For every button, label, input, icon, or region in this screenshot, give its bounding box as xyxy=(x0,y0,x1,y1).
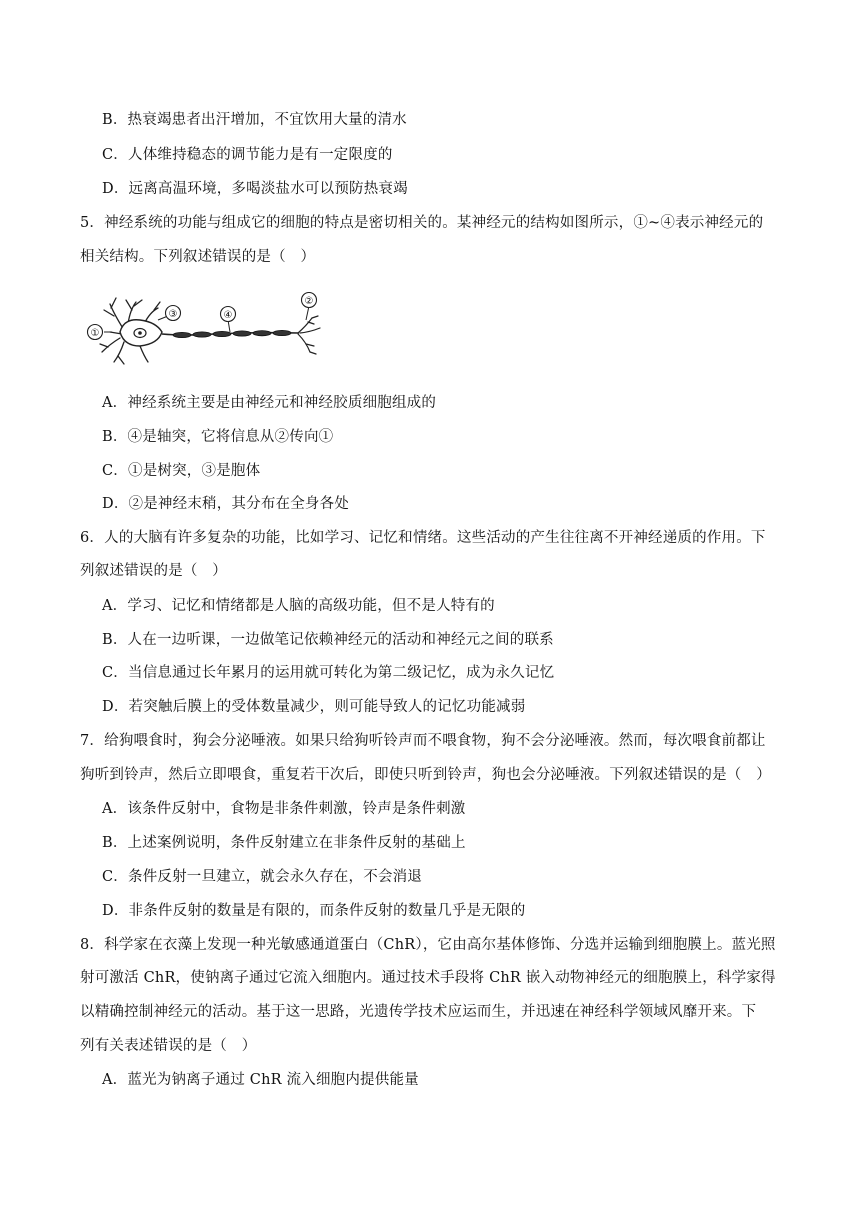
q8-option-a: A．蓝光为钠离子通过 ChR 流入细胞内提供能量 xyxy=(102,1072,419,1088)
q5-stem-line2: 相关结构。下列叙述错误的是（ ） xyxy=(80,249,316,265)
q4-option-d: D．远离高温环境，多喝淡盐水可以预防热衰竭 xyxy=(102,181,408,197)
q7-option-a: A．该条件反射中，食物是非条件刺激，铃声是条件刺激 xyxy=(102,801,466,817)
q6-stem-line2: 列叙述错误的是（ ） xyxy=(80,563,227,579)
q6-stem-line1: 6．人的大脑有许多复杂的功能，比如学习、记忆和情绪。这些活动的产生往往离不开神经递质的作用。下 xyxy=(80,530,766,546)
q7-option-b: B．上述案例说明，条件反射建立在非条件反射的基础上 xyxy=(102,835,466,851)
q7-stem-line1: 7．给狗喂食时，狗会分泌唾液。如果只给狗听铃声而不喂食物，狗不会分泌唾液。然而，每次喂食前都让 xyxy=(80,733,766,749)
figure-label-3: ③ xyxy=(168,309,178,320)
q6-option-b: B．人在一边听课，一边做笔记依赖神经元的活动和神经元之间的联系 xyxy=(102,632,554,648)
q7-option-d: D．非条件反射的数量是有限的，而条件反射的数量几乎是无限的 xyxy=(102,903,526,919)
q8-stem-line3: 以精确控制神经元的活动。基于这一思路，光遗传学技术应运而生，并迅速在神经科学领域风靡开来。下 xyxy=(80,1004,757,1020)
q5-stem-line1: 5．神经系统的功能与组成它的细胞的特点是密切相关的。某神经元的结构如图所示，①~④表示神经元的 xyxy=(80,215,764,231)
q5-option-c: C．①是树突，③是胞体 xyxy=(102,463,261,479)
q5-option-d: D．②是神经末稍，其分布在全身各处 xyxy=(102,496,350,512)
q6-option-d: D．若突触后膜上的受体数量减少，则可能导致人的记忆功能减弱 xyxy=(102,699,526,715)
figure-label-1: ① xyxy=(90,328,100,339)
q4-option-b: B．热衰竭患者出汗增加，不宜饮用大量的清水 xyxy=(102,112,407,128)
q7-option-c: C．条件反射一旦建立，就会永久存在，不会消退 xyxy=(102,869,422,885)
q8-stem-line2: 射可激活 ChR，使钠离子通过它流入细胞内。通过技术手段将 ChR 嵌入动物神经元的细胞膜上，科学家得 xyxy=(80,970,776,986)
q4-option-c: C．人体维持稳态的调节能力是有一定限度的 xyxy=(102,147,393,163)
figure-label-2: ② xyxy=(304,296,314,307)
q5-option-b: B．④是轴突，它将信息从②传向① xyxy=(102,429,334,445)
q8-stem-line4: 列有关表述错误的是（ ） xyxy=(80,1038,257,1054)
q6-option-c: C．当信息通过长年累月的运用就可转化为第二级记忆，成为永久记忆 xyxy=(102,665,555,681)
figure-label-4: ④ xyxy=(223,310,233,321)
neuron-diagram xyxy=(84,292,330,374)
q6-option-a: A．学习、记忆和情绪都是人脑的高级功能，但不是人特有的 xyxy=(102,598,495,614)
q5-option-a: A．神经系统主要是由神经元和神经胶质细胞组成的 xyxy=(102,395,437,411)
q8-stem-line1: 8．科学家在衣藻上发现一种光敏感通道蛋白（ChR），它由高尔基体修饰、分选并运输到细胞膜上。蓝光照 xyxy=(80,937,776,953)
q7-stem-line2: 狗听到铃声，然后立即喂食，重复若干次后，即使只听到铃声，狗也会分泌唾液。下列叙述错误的是（ ） xyxy=(80,767,771,783)
